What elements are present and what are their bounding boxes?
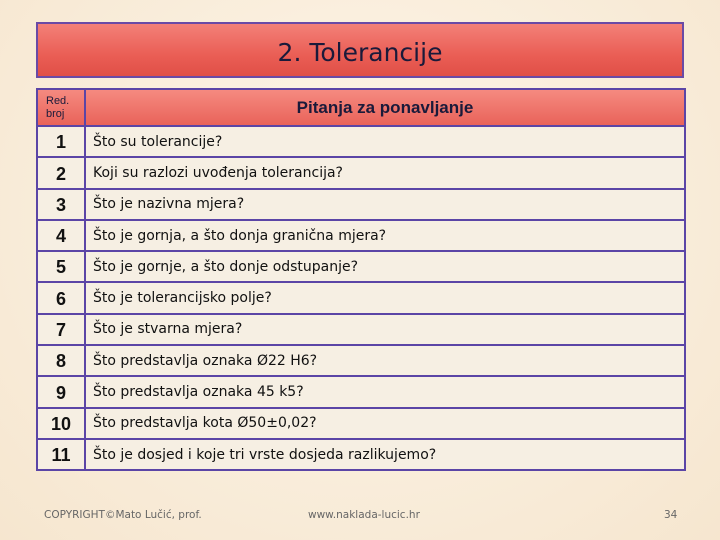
row-number: 7 bbox=[37, 314, 85, 345]
row-number: 1 bbox=[37, 126, 85, 157]
row-number: 10 bbox=[37, 408, 85, 439]
row-number: 8 bbox=[37, 345, 85, 376]
row-question: Što je nazivna mjera? bbox=[85, 189, 685, 220]
row-number: 6 bbox=[37, 282, 85, 313]
row-question: Što predstavlja kota Ø50±0,02? bbox=[85, 408, 685, 439]
row-question: Što je tolerancijsko polje? bbox=[85, 282, 685, 313]
row-question: Što je gornja, a što donja granična mjera? bbox=[85, 220, 685, 251]
row-question: Što je gornje, a što donje odstupanje? bbox=[85, 251, 685, 282]
table-row bbox=[37, 376, 685, 407]
row-number: 3 bbox=[37, 189, 85, 220]
table-row bbox=[37, 408, 685, 439]
row-question: Što je dosjed i koje tri vrste dosjeda razlikujemo? bbox=[85, 439, 685, 470]
table-row bbox=[37, 189, 685, 220]
row-question: Što su tolerancije? bbox=[85, 126, 685, 157]
table-row bbox=[37, 157, 685, 188]
table-row bbox=[37, 314, 685, 345]
table-row bbox=[37, 251, 685, 282]
table-row bbox=[37, 126, 685, 157]
table-row bbox=[37, 220, 685, 251]
row-number: 5 bbox=[37, 251, 85, 282]
table-row bbox=[37, 345, 685, 376]
row-number: 2 bbox=[37, 157, 85, 188]
questions-table bbox=[36, 88, 686, 471]
row-number: 4 bbox=[37, 220, 85, 251]
footer-website: www.naklada-lucic.hr bbox=[308, 509, 420, 521]
table-row bbox=[37, 439, 685, 470]
footer-copyright: COPYRIGHT©Mato Lučić, prof. bbox=[44, 509, 202, 521]
row-question: Što je stvarna mjera? bbox=[85, 314, 685, 345]
slide-title: 2. Tolerancije bbox=[277, 37, 443, 67]
page-number: 34 bbox=[664, 509, 678, 521]
row-number: 9 bbox=[37, 376, 85, 407]
table-header-row bbox=[37, 89, 685, 126]
table-row bbox=[37, 282, 685, 313]
number-column-header: Red. broj bbox=[37, 89, 85, 126]
questions-column-header: Pitanja za ponavljanje bbox=[85, 89, 685, 126]
row-number: 11 bbox=[37, 439, 85, 470]
row-question: Što predstavlja oznaka 45 k5? bbox=[85, 376, 685, 407]
row-question: Što predstavlja oznaka Ø22 H6? bbox=[85, 345, 685, 376]
row-question: Koji su razlozi uvođenja tolerancija? bbox=[85, 157, 685, 188]
title-banner bbox=[36, 22, 684, 78]
